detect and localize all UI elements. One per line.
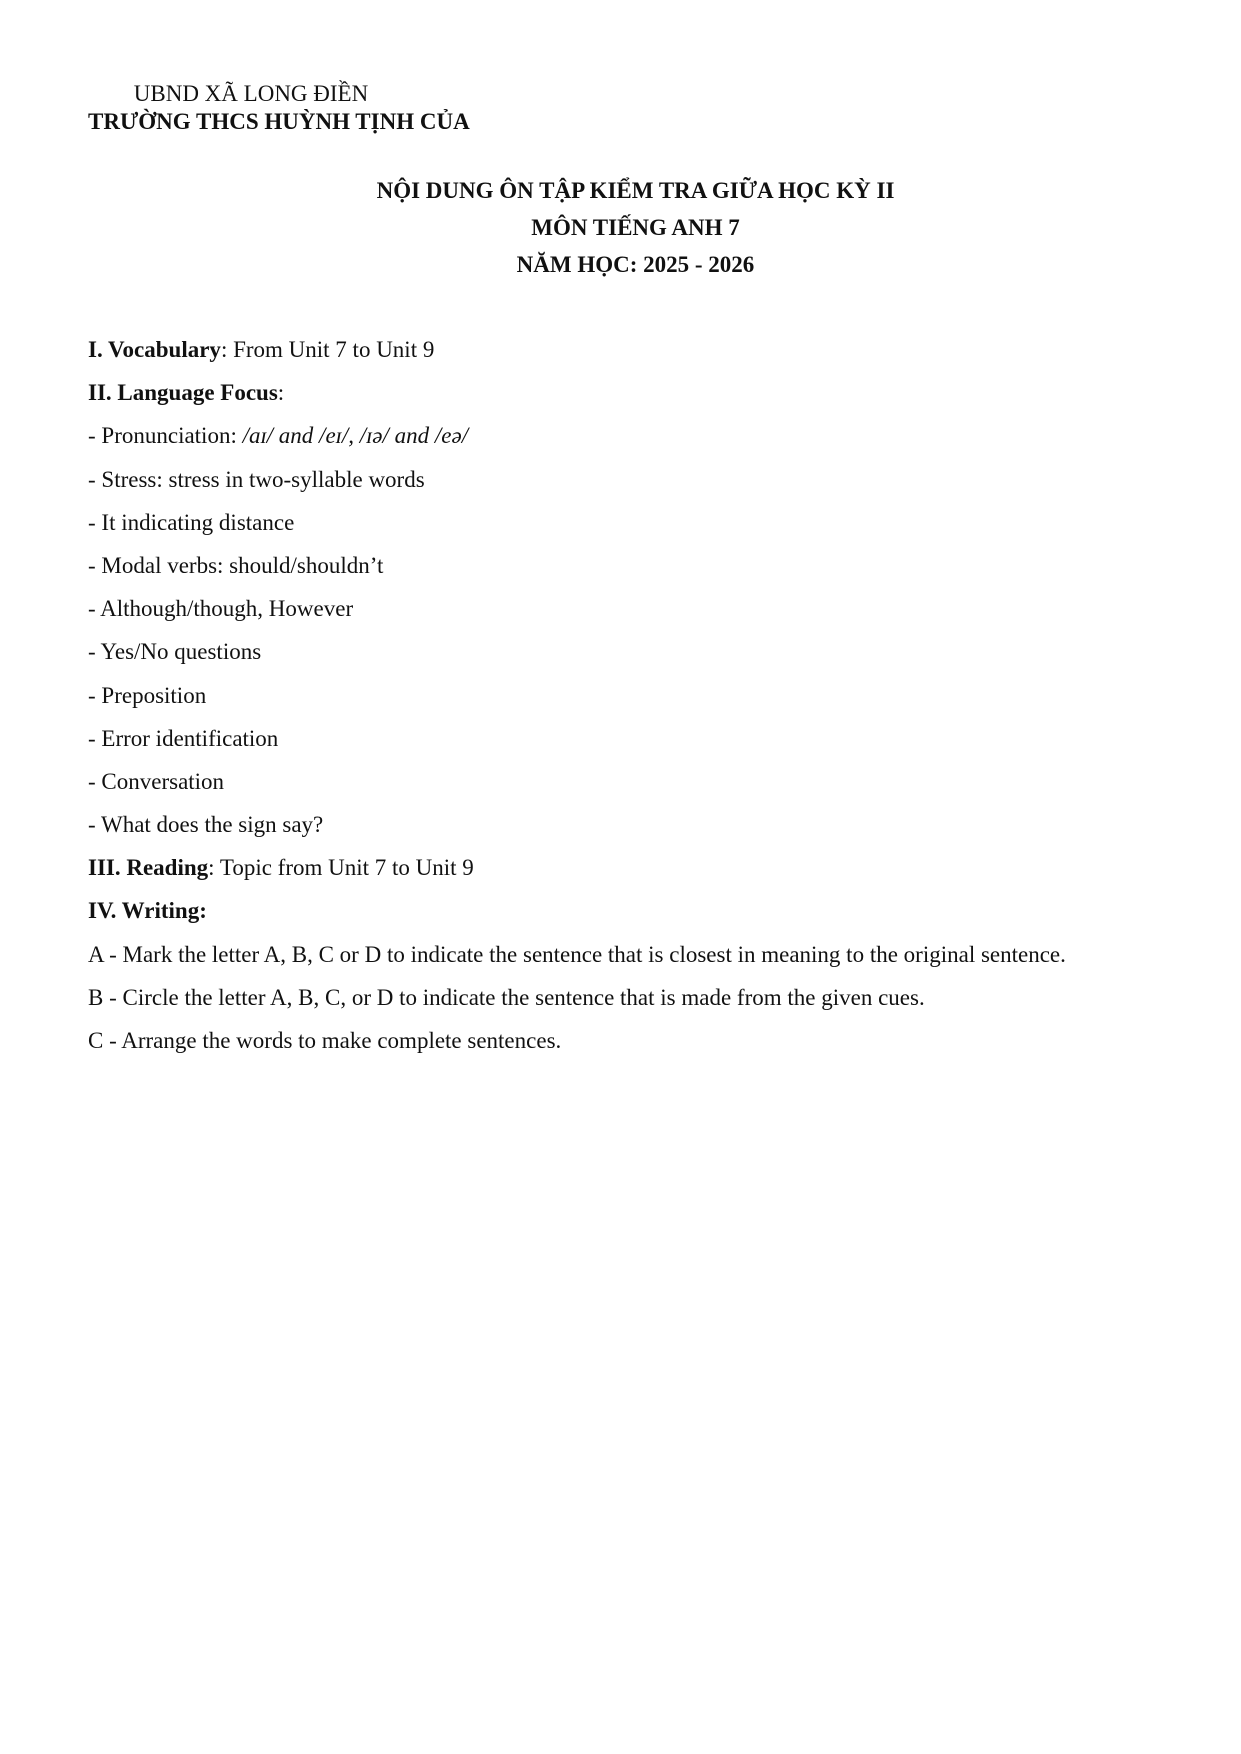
pronunciation-label: - Pronunciation: <box>88 423 243 449</box>
section-language-focus <box>88 371 1208 414</box>
section-text: : <box>277 380 285 406</box>
section-text: : From Unit 7 to Unit 9 <box>220 337 435 362</box>
writing-item-b: B - Circle the letter A, B, C, or D to indicate the sentence that is made from the given cues. <box>88 984 925 1010</box>
section-text: : Topic from Unit 7 to Unit 9 <box>208 855 474 881</box>
list-item: - Stress: stress in two-syllable words <box>88 466 425 492</box>
title-line-1: NỘI DUNG ÔN TẬP KIỂM TRA GIỮA HỌC KỲ II <box>376 178 895 203</box>
section-heading: III. Reading <box>88 855 209 881</box>
section-writing <box>88 889 1208 932</box>
list-item: - Error identification <box>88 725 279 751</box>
list-item: - What does the sign say? <box>88 812 324 838</box>
list-item: - Yes/No questions <box>88 639 262 665</box>
section-vocabulary <box>88 328 1208 371</box>
title-line-3: NĂM HỌC: 2025 - 2026 <box>516 252 755 277</box>
section-heading: I. Vocabulary <box>88 337 221 362</box>
section-reading <box>88 846 1208 889</box>
list-item: - Modal verbs: should/shouldn’t <box>88 552 384 578</box>
section-heading: II. Language Focus <box>88 380 278 406</box>
list-item: - Conversation <box>88 768 225 794</box>
document-title <box>0 172 1241 283</box>
list-item: - Although/though, However <box>88 596 354 622</box>
school-name: TRƯỜNG THCS HUỲNH TỊNH CỦA <box>88 109 470 134</box>
writing-item-c: C - Arrange the words to make complete sentences. <box>88 1028 562 1053</box>
list-item: - Preposition <box>88 682 207 708</box>
section-heading: IV. Writing: <box>88 898 207 924</box>
document-content <box>88 328 1208 1062</box>
list-item: - It indicating distance <box>88 509 295 535</box>
document-header <box>88 80 528 136</box>
list-item-pronunciation <box>88 414 1208 457</box>
authority-name: UBND XÃ LONG ĐIỀN <box>133 81 369 106</box>
writing-item-a: A - Mark the letter A, B, C or D to indicate the sentence that is closest in meaning to the original sentence. <box>88 941 1066 967</box>
pronunciation-value: /aɪ/ and /eɪ/, /ɪə/ and /eə/ <box>242 423 469 449</box>
title-line-2: MÔN TIẾNG ANH 7 <box>531 215 740 240</box>
